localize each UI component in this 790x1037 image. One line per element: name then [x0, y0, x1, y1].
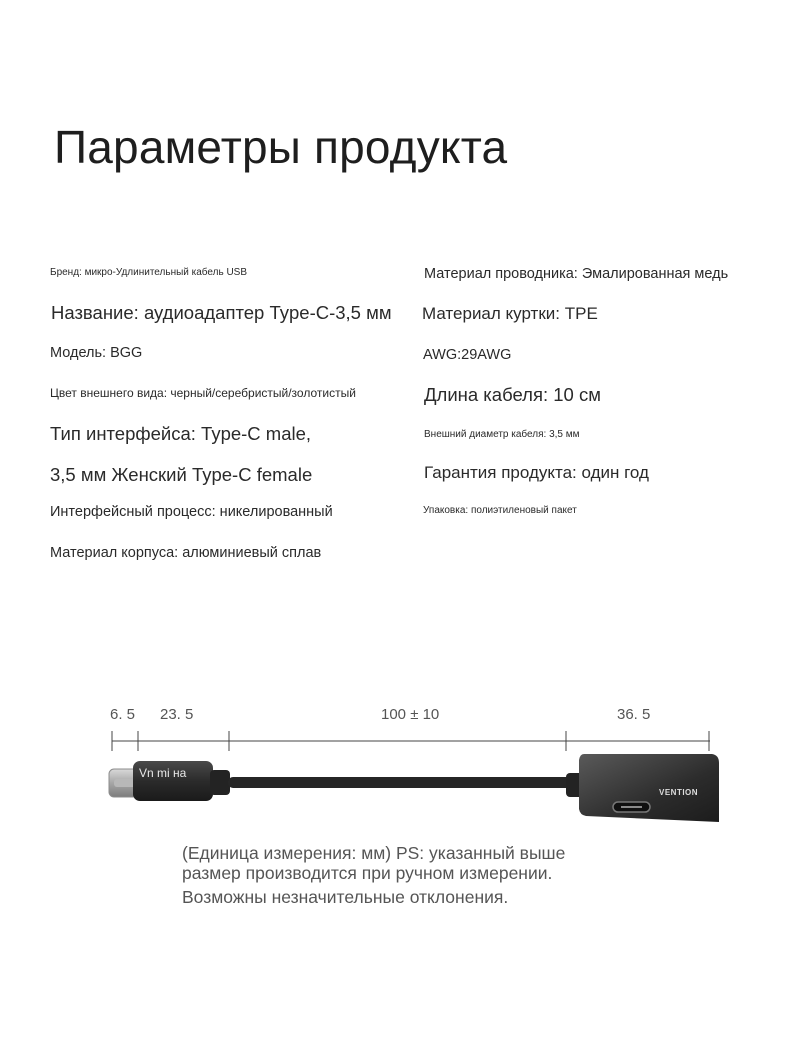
spec-conductor-material: Материал проводника: Эмалированная медь: [424, 266, 729, 282]
dimension-label-plug: 23. 5: [160, 706, 194, 723]
spec-name: Название: аудиоадаптер Type-C-3,5 мм: [51, 302, 392, 323]
unit-note-line-3: Возможны незначительные отклонения.: [182, 887, 509, 907]
cable-wire: [228, 777, 573, 788]
dimension-label-cable: 100 ± 10: [381, 706, 440, 723]
dimension-label-socket: 36. 5: [617, 706, 651, 723]
adapter-brand-logo: VENTION: [659, 788, 699, 797]
spec-cable-length: Длина кабеля: 10 см: [424, 384, 601, 405]
spec-awg: AWG:29AWG: [423, 347, 512, 363]
dimension-label-tip: 6. 5: [110, 706, 136, 723]
spec-brand: Бренд: микро-Удлинительный кабель USB: [50, 267, 248, 278]
unit-note-line-2: размер производится при ручном измерении.: [182, 863, 553, 883]
spec-interface-type: Тип интерфейса: Type-C male,: [50, 423, 312, 444]
spec-housing-material: Материал корпуса: алюминиевый сплав: [50, 545, 322, 561]
spec-warranty: Гарантия продукта: один год: [424, 463, 649, 482]
page-title: Параметры продукта: [54, 121, 508, 173]
dimension-line: [112, 731, 710, 751]
unit-note-line-1: (Единица измерения: мм) PS: указанный выше: [182, 843, 566, 863]
spec-interface-process: Интерфейсный процесс: никелированный: [50, 504, 333, 520]
spec-model: Модель: BGG: [50, 345, 143, 361]
spec-jacket-material: Материал куртки: TPE: [422, 304, 598, 323]
connector-label: Vn mi на: [139, 766, 187, 780]
spec-interface-type-2: 3,5 мм Женский Type-C female: [50, 464, 313, 485]
spec-outer-diameter: Внешний диаметр кабеля: 3,5 мм: [424, 429, 580, 440]
spec-color: Цвет внешнего вида: черный/серебристый/золотистый: [50, 386, 356, 400]
spec-packaging: Упаковка: полиэтиленовый пакет: [423, 505, 577, 516]
